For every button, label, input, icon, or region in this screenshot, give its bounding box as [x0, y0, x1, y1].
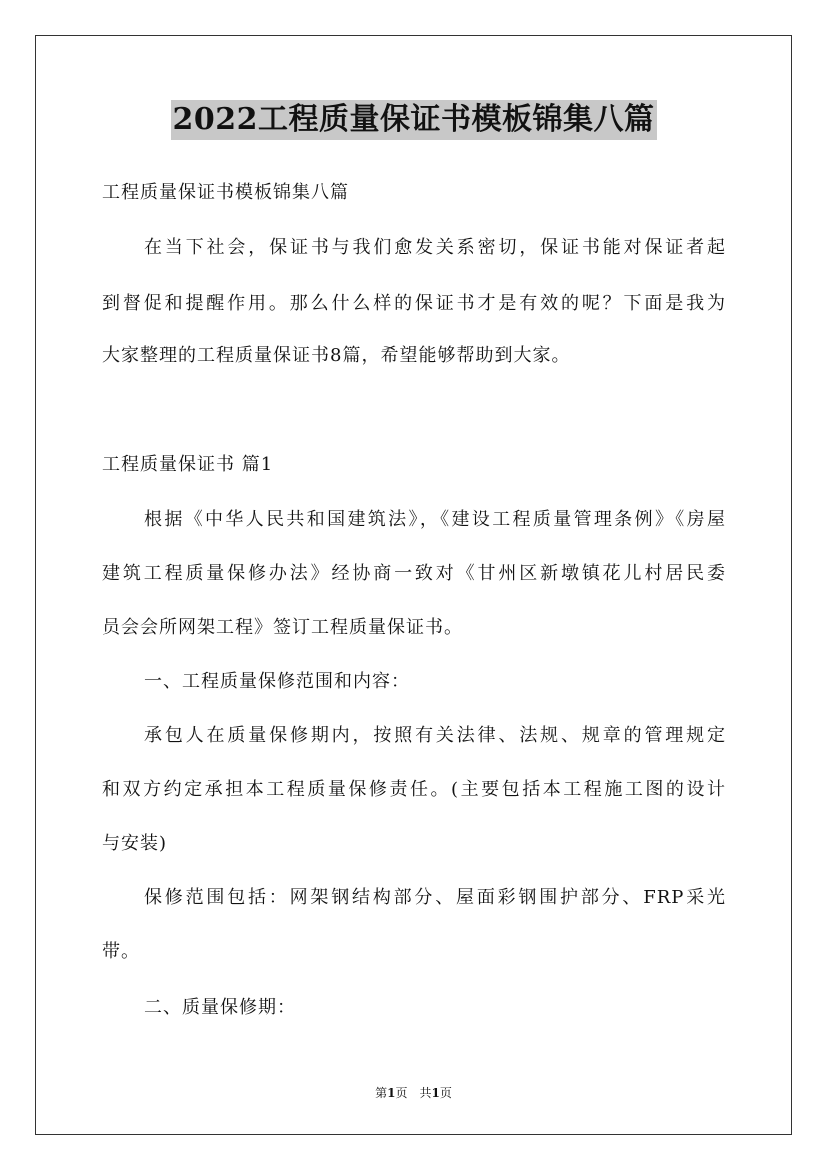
- item-2-heading: 二、质量保修期：: [144, 997, 296, 1018]
- para-1-line-3: 员会会所网架工程》签订工程质量保证书。: [102, 617, 463, 638]
- para-3-line-1: 保修范围包括：网架钢结构部分、屋面彩钢围护部分、FRP采光: [144, 887, 726, 908]
- page-footer: [0, 1084, 827, 1101]
- footer-suffix: 页: [439, 1086, 452, 1100]
- para-3-line-2: 带。: [102, 941, 140, 962]
- footer-mid: 页 共: [395, 1086, 432, 1100]
- intro-line-1: 在当下社会，保证书与我们愈发关系密切，保证书能对保证者起: [144, 237, 726, 258]
- para-2-line-1: 承包人在质量保修期内，按照有关法律、法规、规章的管理规定: [144, 725, 726, 746]
- intro-line-2: 到督促和提醒作用。那么什么样的保证书才是有效的呢？下面是我为: [102, 293, 726, 314]
- intro-line-3: 大家整理的工程质量保证书8篇，希望能够帮助到大家。: [102, 345, 571, 366]
- footer-total-pages: 1: [431, 1086, 440, 1100]
- para-1-line-1: 根据《中华人民共和国建筑法》，《建设工程质量管理条例》《房屋: [144, 509, 726, 530]
- para-1-line-2: 建筑工程质量保修办法》经协商一致对《甘州区新墩镇花儿村居民委: [102, 563, 726, 584]
- document-subtitle: 工程质量保证书模板锦集八篇: [102, 182, 349, 203]
- footer-prefix: 第: [375, 1086, 388, 1100]
- para-2-line-3: 与安装): [102, 833, 168, 854]
- item-1-heading: 一、工程质量保修范围和内容：: [144, 671, 410, 692]
- para-2-line-2: 和双方约定承担本工程质量保修责任。(主要包括本工程施工图的设计: [102, 779, 726, 800]
- section-1-heading: 工程质量保证书 篇1: [102, 454, 274, 475]
- footer-page-number: 1: [387, 1086, 396, 1100]
- title-container: [0, 100, 827, 140]
- document-title: 2022工程质量保证书模板锦集八篇: [171, 100, 657, 140]
